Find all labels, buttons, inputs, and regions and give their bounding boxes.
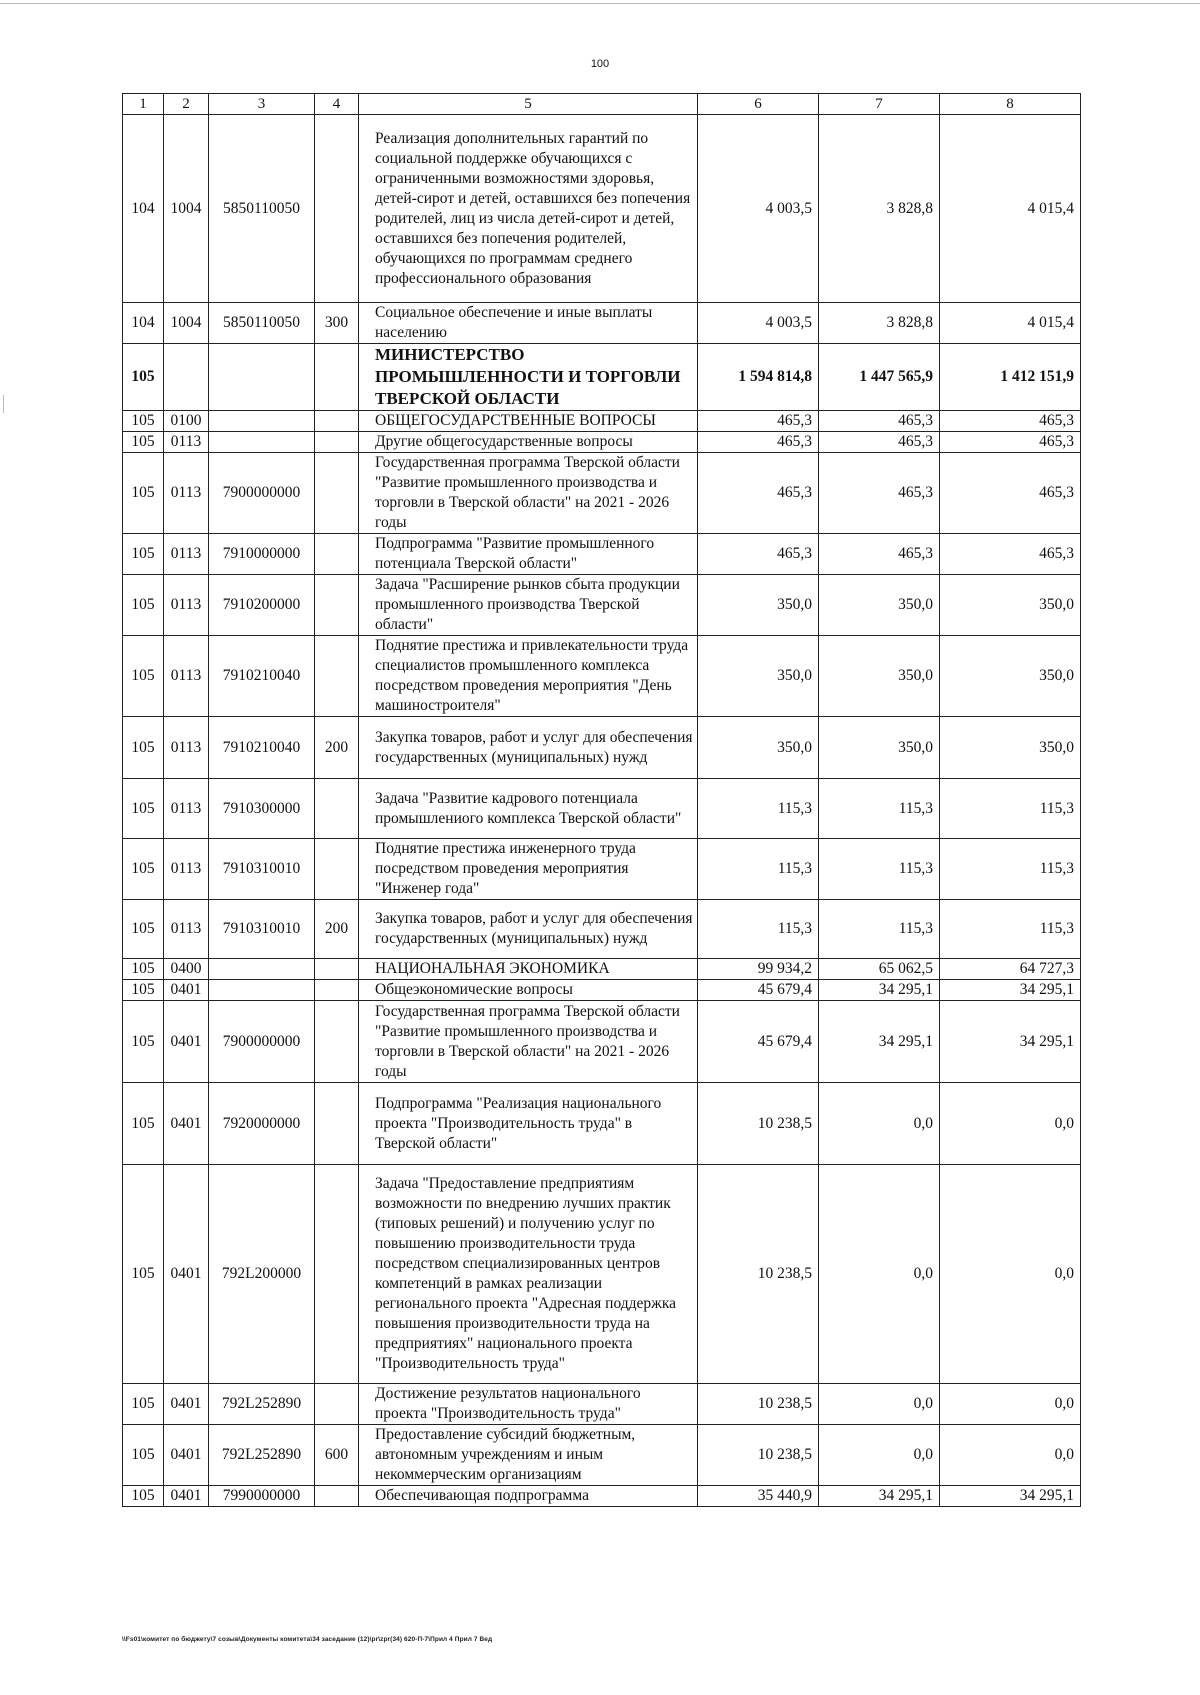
header-row: [123, 94, 1081, 115]
col-subsection: 0113: [164, 432, 209, 453]
col-amount-2024: 4 003,5: [698, 115, 819, 303]
col-target-article: 7900000000: [209, 453, 315, 534]
col-target-article: 7910210040: [209, 636, 315, 717]
col-expense-type: [315, 453, 359, 534]
col-target-article: 7910000000: [209, 534, 315, 575]
table-row: [123, 1384, 1081, 1425]
col-expense-type: [315, 1384, 359, 1425]
table-row: [123, 432, 1081, 453]
col-amount-2026: 4 015,4: [940, 303, 1081, 344]
col-amount-2026: 115,3: [940, 779, 1081, 839]
col-amount-2026: 465,3: [940, 411, 1081, 432]
col-expense-type: [315, 115, 359, 303]
col-amount-2025: 0,0: [819, 1425, 940, 1486]
col-amount-2025: 1 447 565,9: [819, 344, 940, 411]
header-col-4: 4: [315, 94, 359, 115]
col-amount-2026: 350,0: [940, 636, 1081, 717]
col-amount-2025: 465,3: [819, 453, 940, 534]
col-name: НАЦИОНАЛЬНАЯ ЭКОНОМИКА: [359, 959, 698, 980]
col-target-article: 7900000000: [209, 1001, 315, 1083]
col-name: Достижение результатов национального проекта "Производительность труда": [359, 1384, 698, 1425]
table-row: [123, 1425, 1081, 1486]
col-amount-2024: 115,3: [698, 779, 819, 839]
col-target-article: [209, 411, 315, 432]
col-amount-2025: 465,3: [819, 432, 940, 453]
col-amount-2025: 465,3: [819, 534, 940, 575]
col-subsection: 0400: [164, 959, 209, 980]
col-name: ОБЩЕГОСУДАРСТВЕННЫЕ ВОПРОСЫ: [359, 411, 698, 432]
col-name: Подпрограмма "Реализация национального проекта "Производительность труда" в Тверской области": [359, 1083, 698, 1165]
page-number: 100: [590, 58, 610, 70]
col-target-article: [209, 980, 315, 1001]
col-subsection: 0113: [164, 636, 209, 717]
col-section: 105: [123, 1425, 164, 1486]
col-subsection: 0113: [164, 717, 209, 779]
col-expense-type: 200: [315, 900, 359, 959]
col-target-article: 7990000000: [209, 1486, 315, 1507]
col-subsection: 0401: [164, 1486, 209, 1507]
col-subsection: 0100: [164, 411, 209, 432]
col-section: 105: [123, 717, 164, 779]
col-amount-2025: 34 295,1: [819, 1486, 940, 1507]
col-target-article: 792L200000: [209, 1165, 315, 1384]
col-amount-2025: 115,3: [819, 779, 940, 839]
col-name: Задача "Предоставление предприятиям возможности по внедрению лучших практик (типовых решений) и получению услуг по повышению производительности труда посредством специализированных центров компетенций в рамках реализации регионального проекта "Адресная поддержка повышения производительности труда на предприятиях" национального проекта "Производительность труда": [359, 1165, 698, 1384]
col-target-article: 7910310010: [209, 900, 315, 959]
col-name: Задача "Расширение рынков сбыта продукции промышленного производства Тверской области": [359, 575, 698, 636]
col-amount-2024: 4 003,5: [698, 303, 819, 344]
col-section: 105: [123, 839, 164, 900]
col-expense-type: [315, 344, 359, 411]
col-amount-2025: 65 062,5: [819, 959, 940, 980]
col-name: Реализация дополнительных гарантий по социальной поддержке обучающихся с ограниченными возможностями здоровья, детей-сирот и детей, оставшихся без попечения родителей, лиц из числа детей-сирот и детей, оставшихся без попечения родителей, обучающихся по программам среднего профессионального образования: [359, 115, 698, 303]
col-expense-type: [315, 411, 359, 432]
table-row: [123, 534, 1081, 575]
col-amount-2025: 0,0: [819, 1384, 940, 1425]
col-amount-2026: 115,3: [940, 839, 1081, 900]
col-name: Предоставление субсидий бюджетным, автономным учреждениям и иным некоммерческим организациям: [359, 1425, 698, 1486]
col-amount-2024: 10 238,5: [698, 1425, 819, 1486]
col-target-article: 5850110050: [209, 115, 315, 303]
col-target-article: 7910200000: [209, 575, 315, 636]
col-amount-2026: 0,0: [940, 1083, 1081, 1165]
col-subsection: [164, 344, 209, 411]
table-row: [123, 344, 1081, 411]
col-section: 105: [123, 636, 164, 717]
header-col-1: 1: [123, 94, 164, 115]
header-col-6: 6: [698, 94, 819, 115]
table-row: [123, 959, 1081, 980]
header-col-2: 2: [164, 94, 209, 115]
col-expense-type: [315, 779, 359, 839]
col-amount-2024: 45 679,4: [698, 980, 819, 1001]
col-section: 105: [123, 900, 164, 959]
col-section: 105: [123, 575, 164, 636]
col-section: 105: [123, 1165, 164, 1384]
col-amount-2025: 0,0: [819, 1083, 940, 1165]
header-col-8: 8: [940, 94, 1081, 115]
col-expense-type: [315, 636, 359, 717]
col-amount-2026: 1 412 151,9: [940, 344, 1081, 411]
col-amount-2024: 465,3: [698, 453, 819, 534]
col-subsection: 0401: [164, 1001, 209, 1083]
col-section: 105: [123, 779, 164, 839]
col-name: Закупка товаров, работ и услуг для обеспечения государственных (муниципальных) нужд: [359, 717, 698, 779]
col-amount-2024: 35 440,9: [698, 1486, 819, 1507]
col-section: 105: [123, 534, 164, 575]
col-subsection: 0113: [164, 534, 209, 575]
col-target-article: 5850110050: [209, 303, 315, 344]
col-section: 105: [123, 980, 164, 1001]
col-target-article: 792L252890: [209, 1384, 315, 1425]
col-subsection: 0113: [164, 839, 209, 900]
col-name: Государственная программа Тверской области "Развитие промышленного производства и торговли в Тверской области" на 2021 - 2026 годы: [359, 453, 698, 534]
header-col-5: 5: [359, 94, 698, 115]
file-path-footer: \\Fs01\комитет по бюджету\7 созыв\Документы комитета\34 заседание (12)\pr\zpr(34) 620-П-7\Прил 4 Прил 7 Вед: [122, 1636, 493, 1643]
col-amount-2025: 3 828,8: [819, 303, 940, 344]
col-expense-type: [315, 1165, 359, 1384]
col-section: 105: [123, 1486, 164, 1507]
col-amount-2024: 350,0: [698, 717, 819, 779]
col-amount-2025: 34 295,1: [819, 1001, 940, 1083]
col-amount-2026: 465,3: [940, 432, 1081, 453]
table-row: [123, 411, 1081, 432]
table-row: [123, 453, 1081, 534]
col-expense-type: [315, 980, 359, 1001]
col-target-article: [209, 959, 315, 980]
col-amount-2026: 350,0: [940, 717, 1081, 779]
col-amount-2024: 465,3: [698, 411, 819, 432]
table-row: [123, 1486, 1081, 1507]
col-section: 105: [123, 1384, 164, 1425]
col-expense-type: [315, 1486, 359, 1507]
col-subsection: 0113: [164, 779, 209, 839]
col-subsection: 0113: [164, 575, 209, 636]
col-expense-type: [315, 1083, 359, 1165]
col-amount-2026: 34 295,1: [940, 1486, 1081, 1507]
col-amount-2024: 350,0: [698, 575, 819, 636]
col-amount-2024: 10 238,5: [698, 1165, 819, 1384]
col-subsection: 1004: [164, 303, 209, 344]
col-amount-2025: 3 828,8: [819, 115, 940, 303]
col-expense-type: [315, 839, 359, 900]
col-subsection: 0401: [164, 980, 209, 1001]
col-expense-type: [315, 1001, 359, 1083]
col-section: 104: [123, 115, 164, 303]
col-expense-type: 200: [315, 717, 359, 779]
col-expense-type: [315, 959, 359, 980]
col-amount-2026: 34 295,1: [940, 1001, 1081, 1083]
col-name: Поднятие престижа и привлекательности труда специалистов промышленного комплекса посредством проведения мероприятия "День машиностроителя": [359, 636, 698, 717]
col-expense-type: [315, 534, 359, 575]
col-name: Обеспечивающая подпрограмма: [359, 1486, 698, 1507]
col-expense-type: [315, 432, 359, 453]
table-row: [123, 115, 1081, 303]
col-name: Подпрограмма "Развитие промышленного потенциала Тверской области": [359, 534, 698, 575]
table-row: [123, 717, 1081, 779]
col-name: Государственная программа Тверской области "Развитие промышленного производства и торговли в Тверской области" на 2021 - 2026 годы: [359, 1001, 698, 1083]
col-amount-2026: 115,3: [940, 900, 1081, 959]
col-subsection: 0401: [164, 1165, 209, 1384]
col-section: 105: [123, 959, 164, 980]
col-amount-2024: 99 934,2: [698, 959, 819, 980]
col-target-article: 792L252890: [209, 1425, 315, 1486]
col-expense-type: [315, 575, 359, 636]
col-section: 105: [123, 432, 164, 453]
col-name: Поднятие престижа инженерного труда посредством проведения мероприятия "Инженер года": [359, 839, 698, 900]
table-row: [123, 1001, 1081, 1083]
col-target-article: 7910310010: [209, 839, 315, 900]
col-amount-2024: 115,3: [698, 839, 819, 900]
col-amount-2025: 115,3: [819, 900, 940, 959]
col-expense-type: 600: [315, 1425, 359, 1486]
col-section: 104: [123, 303, 164, 344]
header-col-7: 7: [819, 94, 940, 115]
table-row: [123, 980, 1081, 1001]
col-subsection: 0401: [164, 1425, 209, 1486]
col-target-article: 7910300000: [209, 779, 315, 839]
col-amount-2026: 465,3: [940, 534, 1081, 575]
table-row: [123, 1083, 1081, 1165]
col-name: МИНИСТЕРСТВО ПРОМЫШЛЕННОСТИ И ТОРГОВЛИ ТВЕРСКОЙ ОБЛАСТИ: [359, 344, 698, 411]
col-amount-2026: 34 295,1: [940, 980, 1081, 1001]
table-row: [123, 779, 1081, 839]
col-subsection: 0113: [164, 900, 209, 959]
col-amount-2026: 0,0: [940, 1384, 1081, 1425]
col-section: 105: [123, 1083, 164, 1165]
col-target-article: 7910210040: [209, 717, 315, 779]
col-amount-2024: 45 679,4: [698, 1001, 819, 1083]
col-target-article: [209, 344, 315, 411]
col-subsection: 0401: [164, 1083, 209, 1165]
col-amount-2025: 0,0: [819, 1165, 940, 1384]
col-name: Задача "Развитие кадрового потенциала промышлениого комплекса Тверской области": [359, 779, 698, 839]
col-amount-2025: 115,3: [819, 839, 940, 900]
col-amount-2025: 34 295,1: [819, 980, 940, 1001]
col-section: 105: [123, 344, 164, 411]
table-row: [123, 839, 1081, 900]
col-amount-2024: 115,3: [698, 900, 819, 959]
col-amount-2026: 64 727,3: [940, 959, 1081, 980]
col-amount-2025: 465,3: [819, 411, 940, 432]
col-amount-2024: 465,3: [698, 534, 819, 575]
col-amount-2026: 350,0: [940, 575, 1081, 636]
table-row: [123, 303, 1081, 344]
col-amount-2025: 350,0: [819, 575, 940, 636]
col-amount-2024: 465,3: [698, 432, 819, 453]
col-subsection: 0401: [164, 1384, 209, 1425]
table-row: [123, 575, 1081, 636]
col-target-article: 7920000000: [209, 1083, 315, 1165]
col-amount-2025: 350,0: [819, 636, 940, 717]
table-row: [123, 1165, 1081, 1384]
col-amount-2024: 1 594 814,8: [698, 344, 819, 411]
col-amount-2024: 10 238,5: [698, 1083, 819, 1165]
col-name: Социальное обеспечение и иные выплаты населению: [359, 303, 698, 344]
col-name: Общеэкономические вопросы: [359, 980, 698, 1001]
col-name: Закупка товаров, работ и услуг для обеспечения государственных (муниципальных) нужд: [359, 900, 698, 959]
col-target-article: [209, 432, 315, 453]
col-amount-2026: 465,3: [940, 453, 1081, 534]
header-col-3: 3: [209, 94, 315, 115]
col-amount-2024: 10 238,5: [698, 1384, 819, 1425]
table-row: [123, 636, 1081, 717]
col-amount-2026: 0,0: [940, 1425, 1081, 1486]
col-name: Другие общегосударственные вопросы: [359, 432, 698, 453]
budget-table: [122, 93, 1081, 1507]
col-amount-2026: 4 015,4: [940, 115, 1081, 303]
col-amount-2026: 0,0: [940, 1165, 1081, 1384]
col-amount-2025: 350,0: [819, 717, 940, 779]
col-subsection: 0113: [164, 453, 209, 534]
col-section: 105: [123, 453, 164, 534]
table-row: [123, 900, 1081, 959]
col-expense-type: 300: [315, 303, 359, 344]
col-subsection: 1004: [164, 115, 209, 303]
col-section: 105: [123, 411, 164, 432]
col-section: 105: [123, 1001, 164, 1083]
col-amount-2024: 350,0: [698, 636, 819, 717]
